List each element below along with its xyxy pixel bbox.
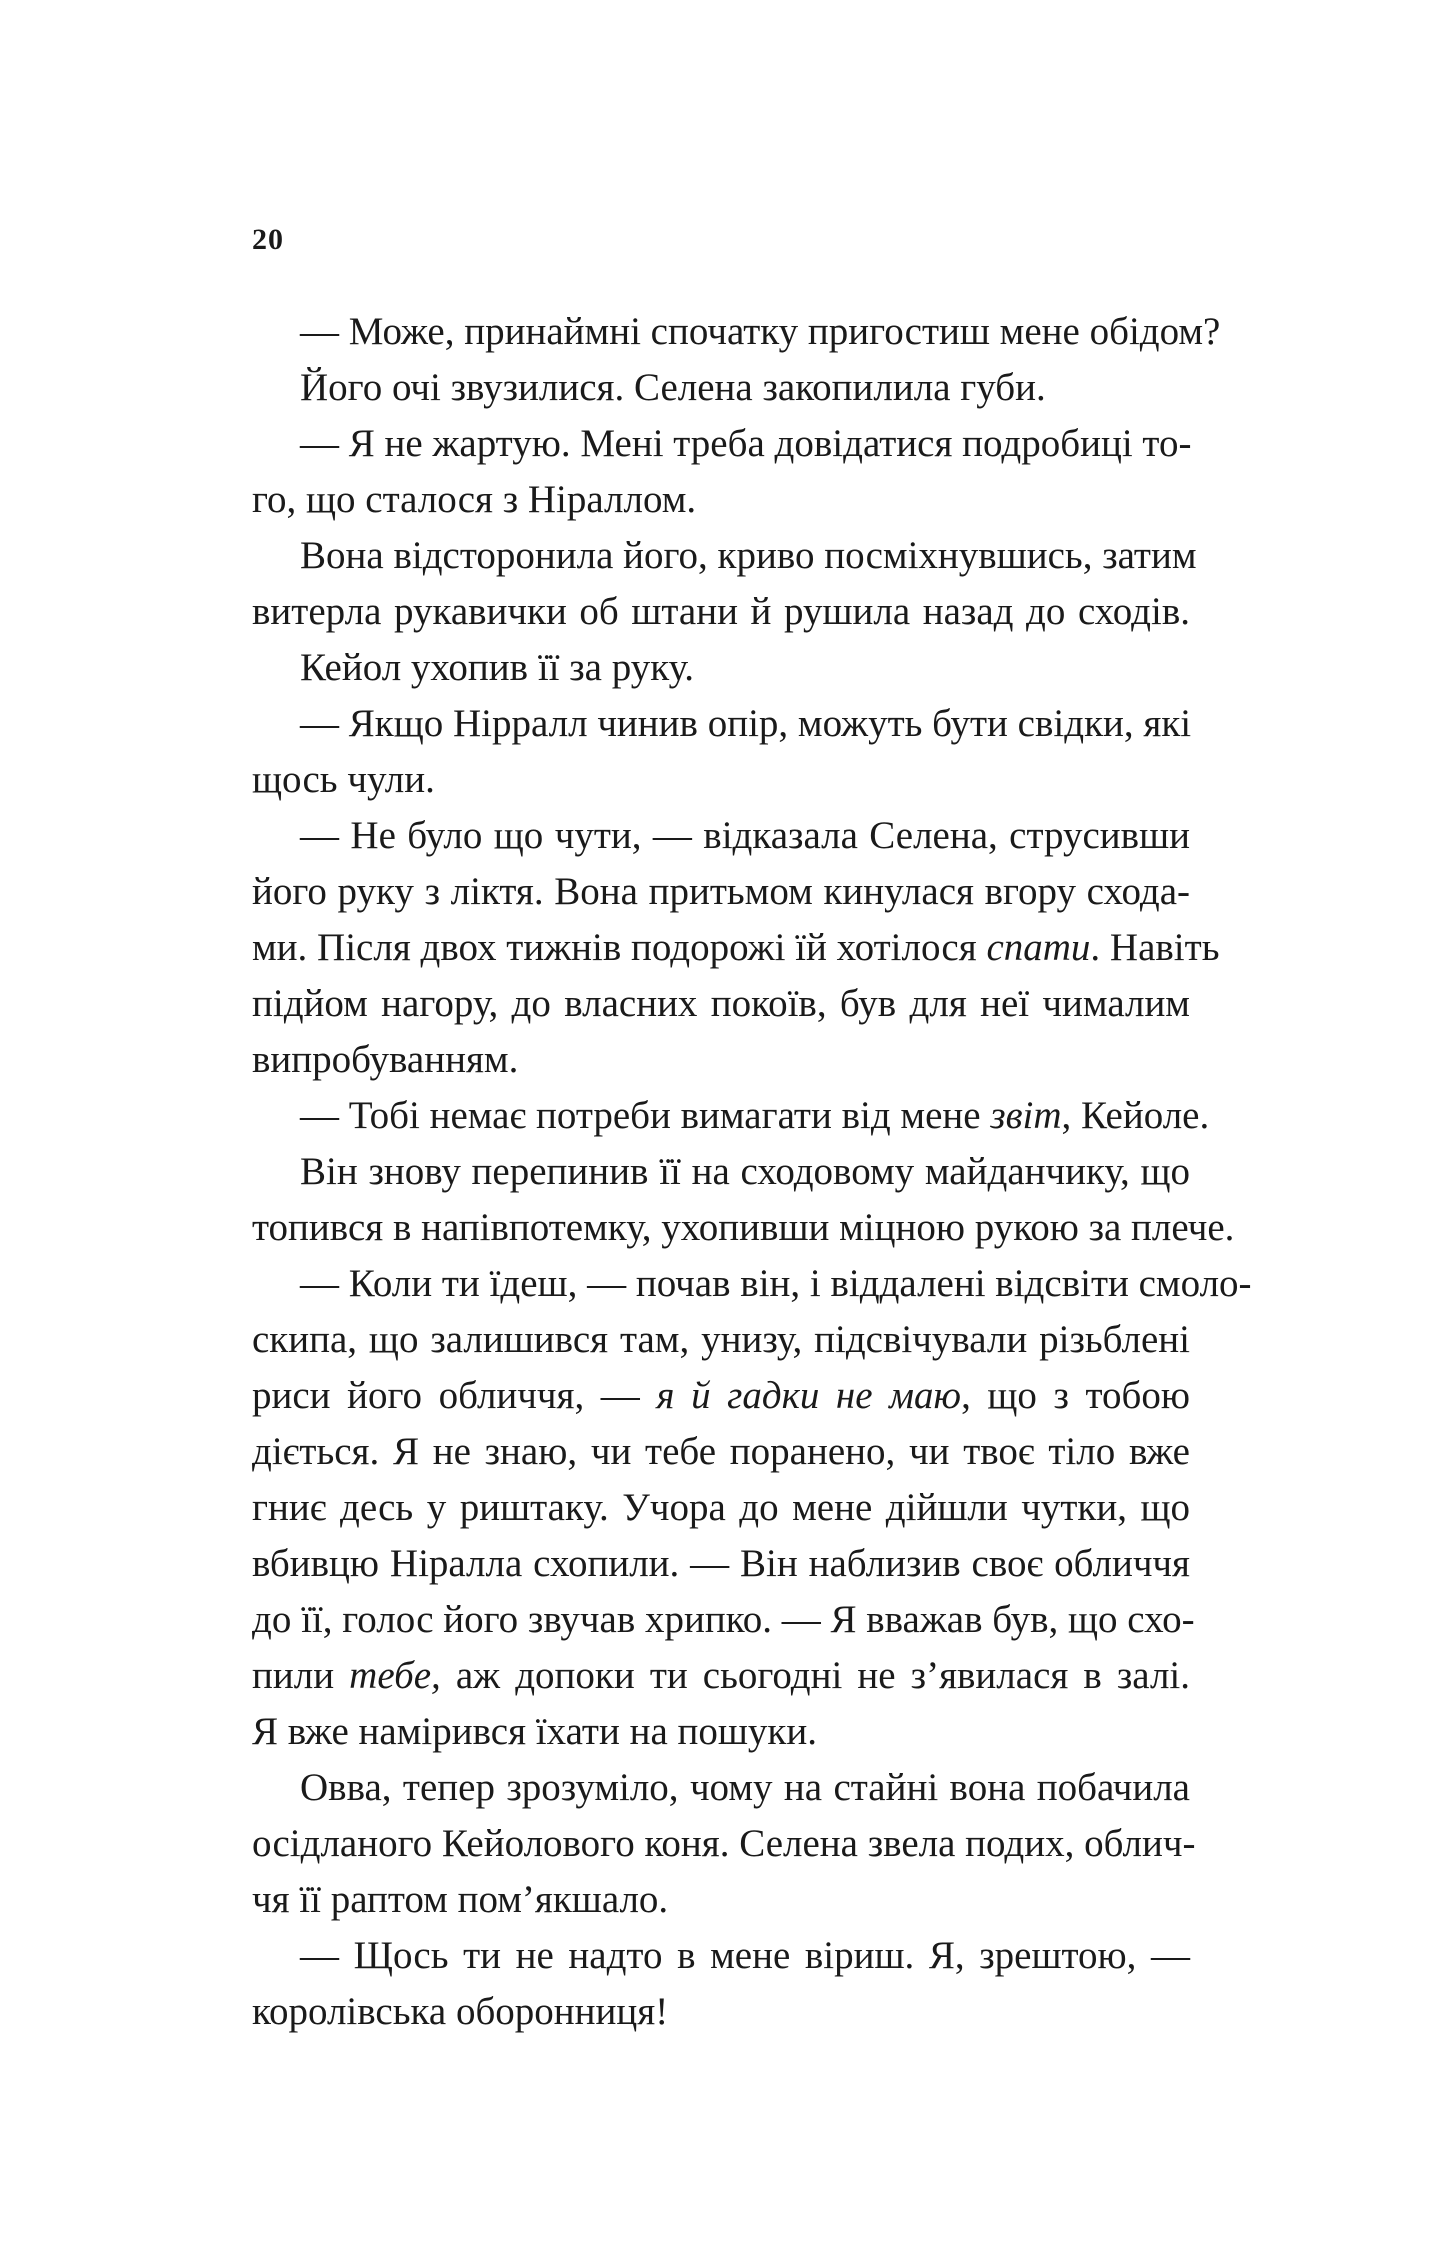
text-line: [252, 696, 1190, 752]
text-segment: витерла рукавички об штани й рушила назад до сходів.: [252, 590, 1190, 633]
text-segment: гниє десь у риштаку. Учора до мене дійшли чутки, що: [252, 1486, 1190, 1529]
text-line: [252, 1984, 1190, 2040]
text-segment: скипа, що залишився там, унизу, підсвічували різьблені: [252, 1318, 1190, 1361]
text-segment: , що з тобою: [961, 1374, 1190, 1417]
text-segment: випробуванням.: [252, 1038, 519, 1081]
page-number: 20: [252, 223, 284, 256]
text-segment: діється. Я не знаю, чи тебе поранено, чи твоє тіло вже: [252, 1430, 1190, 1473]
text-line: [252, 1928, 1190, 1984]
text-segment: Овва, тепер зрозуміло, чому на стайні вона побачила: [300, 1766, 1190, 1809]
text-segment: Кейол ухопив її за руку.: [300, 646, 694, 689]
text-segment: топився в напівпотемку, ухопивши міцною рукою за плече.: [252, 1206, 1235, 1249]
text-line: [252, 1872, 1190, 1928]
text-line: [252, 1312, 1190, 1368]
text-line: [252, 1480, 1190, 1536]
text-line: [252, 528, 1197, 584]
text-segment: . Навіть: [1090, 926, 1220, 969]
text-segment: — Якщо Нірралл чинив опір, можуть бути свідки, які: [300, 702, 1192, 745]
text-line: [252, 1536, 1190, 1592]
text-segment: — Щось ти не надто в мене віриш. Я, зрештою, —: [300, 1934, 1190, 1977]
text-segment: підйом нагору, до власних покоїв, був для неї чималим: [252, 982, 1190, 1025]
text-line: [252, 1200, 1235, 1256]
text-segment: Я вже намірився їхати на пошуки.: [252, 1710, 817, 1753]
text-line: [252, 1816, 1196, 1872]
text-line: [252, 1760, 1190, 1816]
italic-text: спати: [986, 926, 1091, 969]
text-line: [252, 752, 1190, 808]
text-line: [252, 1592, 1195, 1648]
text-segment: чя її раптом пом’якшало.: [252, 1878, 669, 1921]
text-segment: го, що сталося з Ніраллом.: [252, 478, 697, 521]
body-text: [252, 304, 1252, 2040]
text-segment: , Кейоле.: [1061, 1094, 1210, 1137]
text-line: [252, 416, 1190, 472]
text-line: [252, 1144, 1190, 1200]
text-segment: осідланого Кейолового коня. Селена звела подих, облич-: [252, 1822, 1196, 1865]
text-line: [252, 1648, 1190, 1704]
text-segment: до її, голос його звучав хрипко. — Я вважав був, що схо-: [252, 1598, 1195, 1641]
text-segment: Його очі звузилися. Селена закопилила губи.: [300, 366, 1046, 409]
text-line: [252, 976, 1190, 1032]
text-segment: — Коли ти їдеш, — почав він, і віддалені відсвіти смоло-: [300, 1262, 1252, 1305]
text-segment: Вона відсторонила його, криво посміхнувшись, затим: [300, 534, 1197, 577]
text-segment: аж допоки ти сьогодні не з’явилася в залі.: [440, 1654, 1190, 1697]
text-line: [252, 584, 1190, 640]
text-line: [252, 808, 1190, 864]
text-segment: — Може, принаймні спочатку пригостиш мене обідом?: [300, 310, 1221, 353]
italic-text: я й гадки не маю: [656, 1374, 962, 1417]
text-line: [252, 864, 1190, 920]
text-line: [252, 1368, 1190, 1424]
text-line: [252, 1088, 1210, 1144]
text-line: [252, 1256, 1252, 1312]
text-segment: королівська оборонниця!: [252, 1990, 669, 2033]
text-line: [252, 920, 1220, 976]
text-segment: вбивцю Ніралла схопили. — Він наблизив своє обличчя: [252, 1542, 1190, 1585]
text-line: [252, 1032, 1190, 1088]
text-line: [252, 304, 1221, 360]
text-segment: пили: [252, 1654, 350, 1697]
text-segment: риси його обличчя, —: [252, 1374, 657, 1417]
text-segment: ми. Після двох тижнів подорожі їй хотілося: [252, 926, 987, 969]
text-segment: — Тобі немає потреби вимагати від мене: [300, 1094, 991, 1137]
text-line: [252, 1704, 1190, 1760]
text-segment: — Я не жартую. Мені треба довідатися подробиці то-: [300, 422, 1192, 465]
text-segment: — Не було що чути, — відказала Селена, струсивши: [300, 814, 1190, 857]
text-line: [252, 1424, 1190, 1480]
text-line: [252, 472, 1190, 528]
text-segment: його руку з ліктя. Вона притьмом кинулася вгору схода-: [252, 870, 1190, 913]
text-line: [252, 640, 1190, 696]
text-segment: Він знову перепинив її на сходовому майданчику, що: [300, 1150, 1190, 1193]
italic-text: звіт: [990, 1094, 1062, 1137]
italic-text: тебе,: [349, 1654, 441, 1697]
text-line: [252, 360, 1190, 416]
text-segment: щось чули.: [252, 758, 435, 801]
